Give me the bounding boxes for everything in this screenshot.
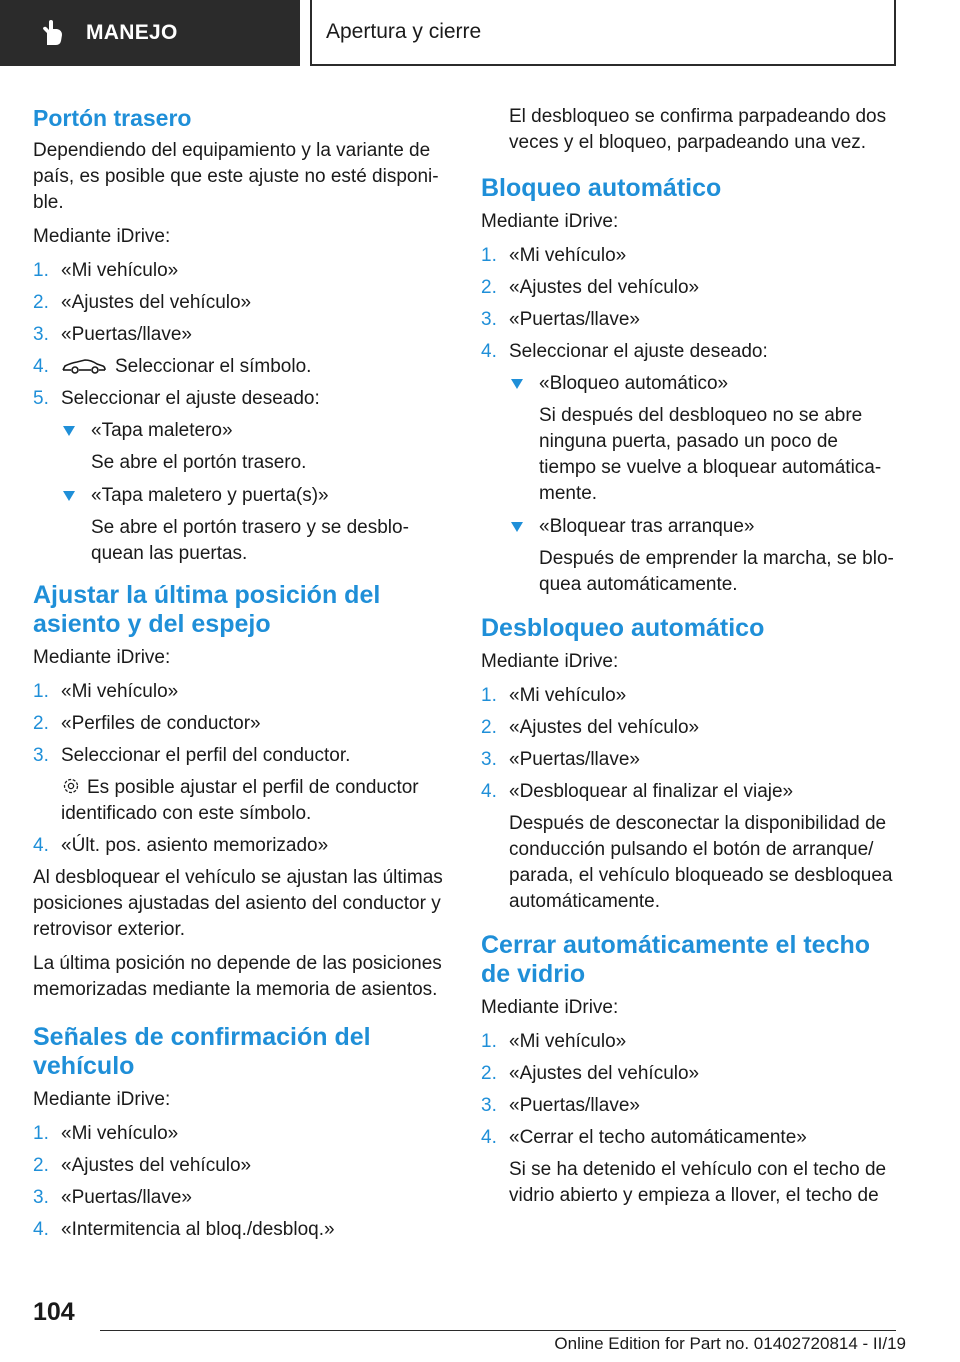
list-item: 4. «Cerrar el techo automáticamente» Si se ha detenido el vehículo con el techo de vidrio abierto y empieza a llover, el techo de xyxy=(481,1125,896,1209)
continuation-text: El desbloqueo se confirma parpadeando dos veces y el bloqueo, parpadeando una vez. xyxy=(509,106,887,153)
option-item: «Tapa maletero» Se abre el portón trasero. xyxy=(61,418,443,476)
list-item: 2. «Perfiles de conductor» xyxy=(33,713,261,734)
hand-icon xyxy=(38,19,66,47)
page-footer xyxy=(0,1290,960,1362)
list-item: 3. «Puertas/llave» xyxy=(33,1187,192,1208)
section-title-bloqueo: Bloqueo automático xyxy=(481,174,722,202)
list-item: 2. «Ajustes del vehículo» xyxy=(481,277,700,298)
car-icon xyxy=(61,358,107,374)
via-idrive-text: Mediante iDrive: xyxy=(33,1089,171,1110)
steps-list xyxy=(481,683,896,915)
list-item: 2. «Ajustes del vehículo» xyxy=(481,1063,700,1084)
list-item: 3. «Puertas/llave» xyxy=(33,324,192,345)
via-idrive-text: Mediante iDrive: xyxy=(33,226,171,247)
chapter-tab[interactable] xyxy=(0,0,300,66)
section-label: Apertura y cierre xyxy=(326,20,482,43)
steps-list xyxy=(33,679,443,859)
list-item: 1. «Mi vehículo» xyxy=(481,685,627,706)
section-title-techo: Cerrar automáticamente el techo de vidrio xyxy=(481,931,871,988)
list-item: 2. «Ajustes del vehículo» xyxy=(481,717,700,738)
option-item: «Bloqueo automático» Si después del desbloqueo no se abre ninguna puerta, pasado un poco de tiempo se vuelve a bloquear automática-mente. xyxy=(509,371,896,507)
footer-divider xyxy=(100,1330,896,1331)
step-description: Después de desconectar la disponibilidad de conducción pulsando el botón de arranque/ parada, el vehículo bloqueado se desbloquea automáticamente. xyxy=(509,813,893,912)
intro-text: Dependiendo del equipamiento y la variante de país, es posible que este ajuste no esté disponi-ble. xyxy=(33,140,439,213)
list-item: 1. «Mi vehículo» xyxy=(33,260,179,281)
list-item: 4. «Últ. pos. asiento memorizado» xyxy=(33,835,329,856)
right-column xyxy=(481,100,896,1215)
left-column xyxy=(33,100,443,1249)
list-item: 4. Seleccionar el símbolo. xyxy=(33,356,312,377)
list-item: 3. Seleccionar el perfil del conductor. Es posible ajustar el perfil de conductor identificado con este símbolo. xyxy=(33,743,443,827)
edition-text: Online Edition for Part no. 01402720814 - II/19 xyxy=(554,1334,906,1353)
list-item: 5. Seleccionar el ajuste deseado: «Tapa maletero» Se abre el portón trasero. «Tapa maletero y puerta(s)» Se abre el portón trasero y se desblo-quean las puertas. xyxy=(33,386,443,567)
via-idrive-text: Mediante iDrive: xyxy=(481,651,619,672)
list-item: 3. «Puertas/llave» xyxy=(481,1095,640,1116)
chapter-label: MANEJO xyxy=(86,21,178,44)
section-title-ultima-posicion: Ajustar la última posición del asiento y del espejo xyxy=(33,581,381,638)
gear-icon xyxy=(61,776,81,796)
list-item: 3. «Puertas/llave» xyxy=(481,749,640,770)
section-title-porton: Portón trasero xyxy=(33,105,192,131)
step-description: Si se ha detenido el vehículo con el techo de vidrio abierto y empieza a llover, el techo de xyxy=(509,1159,887,1206)
triangle-bullet-icon xyxy=(63,491,75,501)
profile-note: Es posible ajustar el perfil de conductor identificado con este símbolo. xyxy=(61,777,419,824)
list-item: 1. «Mi vehículo» xyxy=(481,1031,627,1052)
list-item: 4. «Intermitencia al bloq./desbloq.» xyxy=(33,1219,335,1240)
body-text: La última posición no depende de las posiciones memorizadas mediante la memoria de asientos. xyxy=(33,953,442,1000)
triangle-bullet-icon xyxy=(63,426,75,436)
list-item: 3. «Puertas/llave» xyxy=(481,309,640,330)
list-item: 1. «Mi vehículo» xyxy=(481,245,627,266)
steps-list xyxy=(481,243,896,598)
list-item: 1. «Mi vehículo» xyxy=(33,681,179,702)
via-idrive-text: Mediante iDrive: xyxy=(481,997,619,1018)
list-item: 1. «Mi vehículo» xyxy=(33,1123,179,1144)
steps-list xyxy=(481,1029,896,1209)
via-idrive-text: Mediante iDrive: xyxy=(481,211,619,232)
body-text: Al desbloquear el vehículo se ajustan las últimas posiciones ajustadas del asiento del conductor y retrovisor exterior. xyxy=(33,867,443,940)
triangle-bullet-icon xyxy=(511,522,523,532)
steps-list xyxy=(33,258,443,567)
page-number: 104 xyxy=(33,1298,75,1326)
section-title-senales: Señales de confirmación del vehículo xyxy=(33,1023,371,1080)
page-header xyxy=(0,0,960,66)
list-item: 4. «Desbloquear al finalizar el viaje» Después de desconectar la disponibilidad de conducción pulsando el botón de arranque/ parada, el vehículo bloqueado se desbloquea automáticamente. xyxy=(481,779,896,915)
section-title-desbloqueo: Desbloqueo automático xyxy=(481,614,765,642)
options-list xyxy=(61,418,443,567)
list-item: 2. «Ajustes del vehículo» xyxy=(33,292,252,313)
steps-list xyxy=(33,1121,443,1243)
list-item: 2. «Ajustes del vehículo» xyxy=(33,1155,252,1176)
via-idrive-text: Mediante iDrive: xyxy=(33,647,171,668)
option-item: «Tapa maletero y puerta(s)» Se abre el portón trasero y se desblo-quean las puertas. xyxy=(61,483,443,567)
list-item: 4. Seleccionar el ajuste deseado: «Bloqueo automático» Si después del desbloqueo no se abre ninguna puerta, pasado un poco de tiempo se vuelve a bloquear automática-mente. «Bloquear tras arranque» Después de emprender la marcha, se blo-quea automáticamente. xyxy=(481,339,896,598)
section-tab xyxy=(310,0,896,66)
triangle-bullet-icon xyxy=(511,379,523,389)
option-item: «Bloquear tras arranque» Después de emprender la marcha, se blo-quea automáticamente. xyxy=(509,514,896,598)
options-list xyxy=(509,371,896,598)
